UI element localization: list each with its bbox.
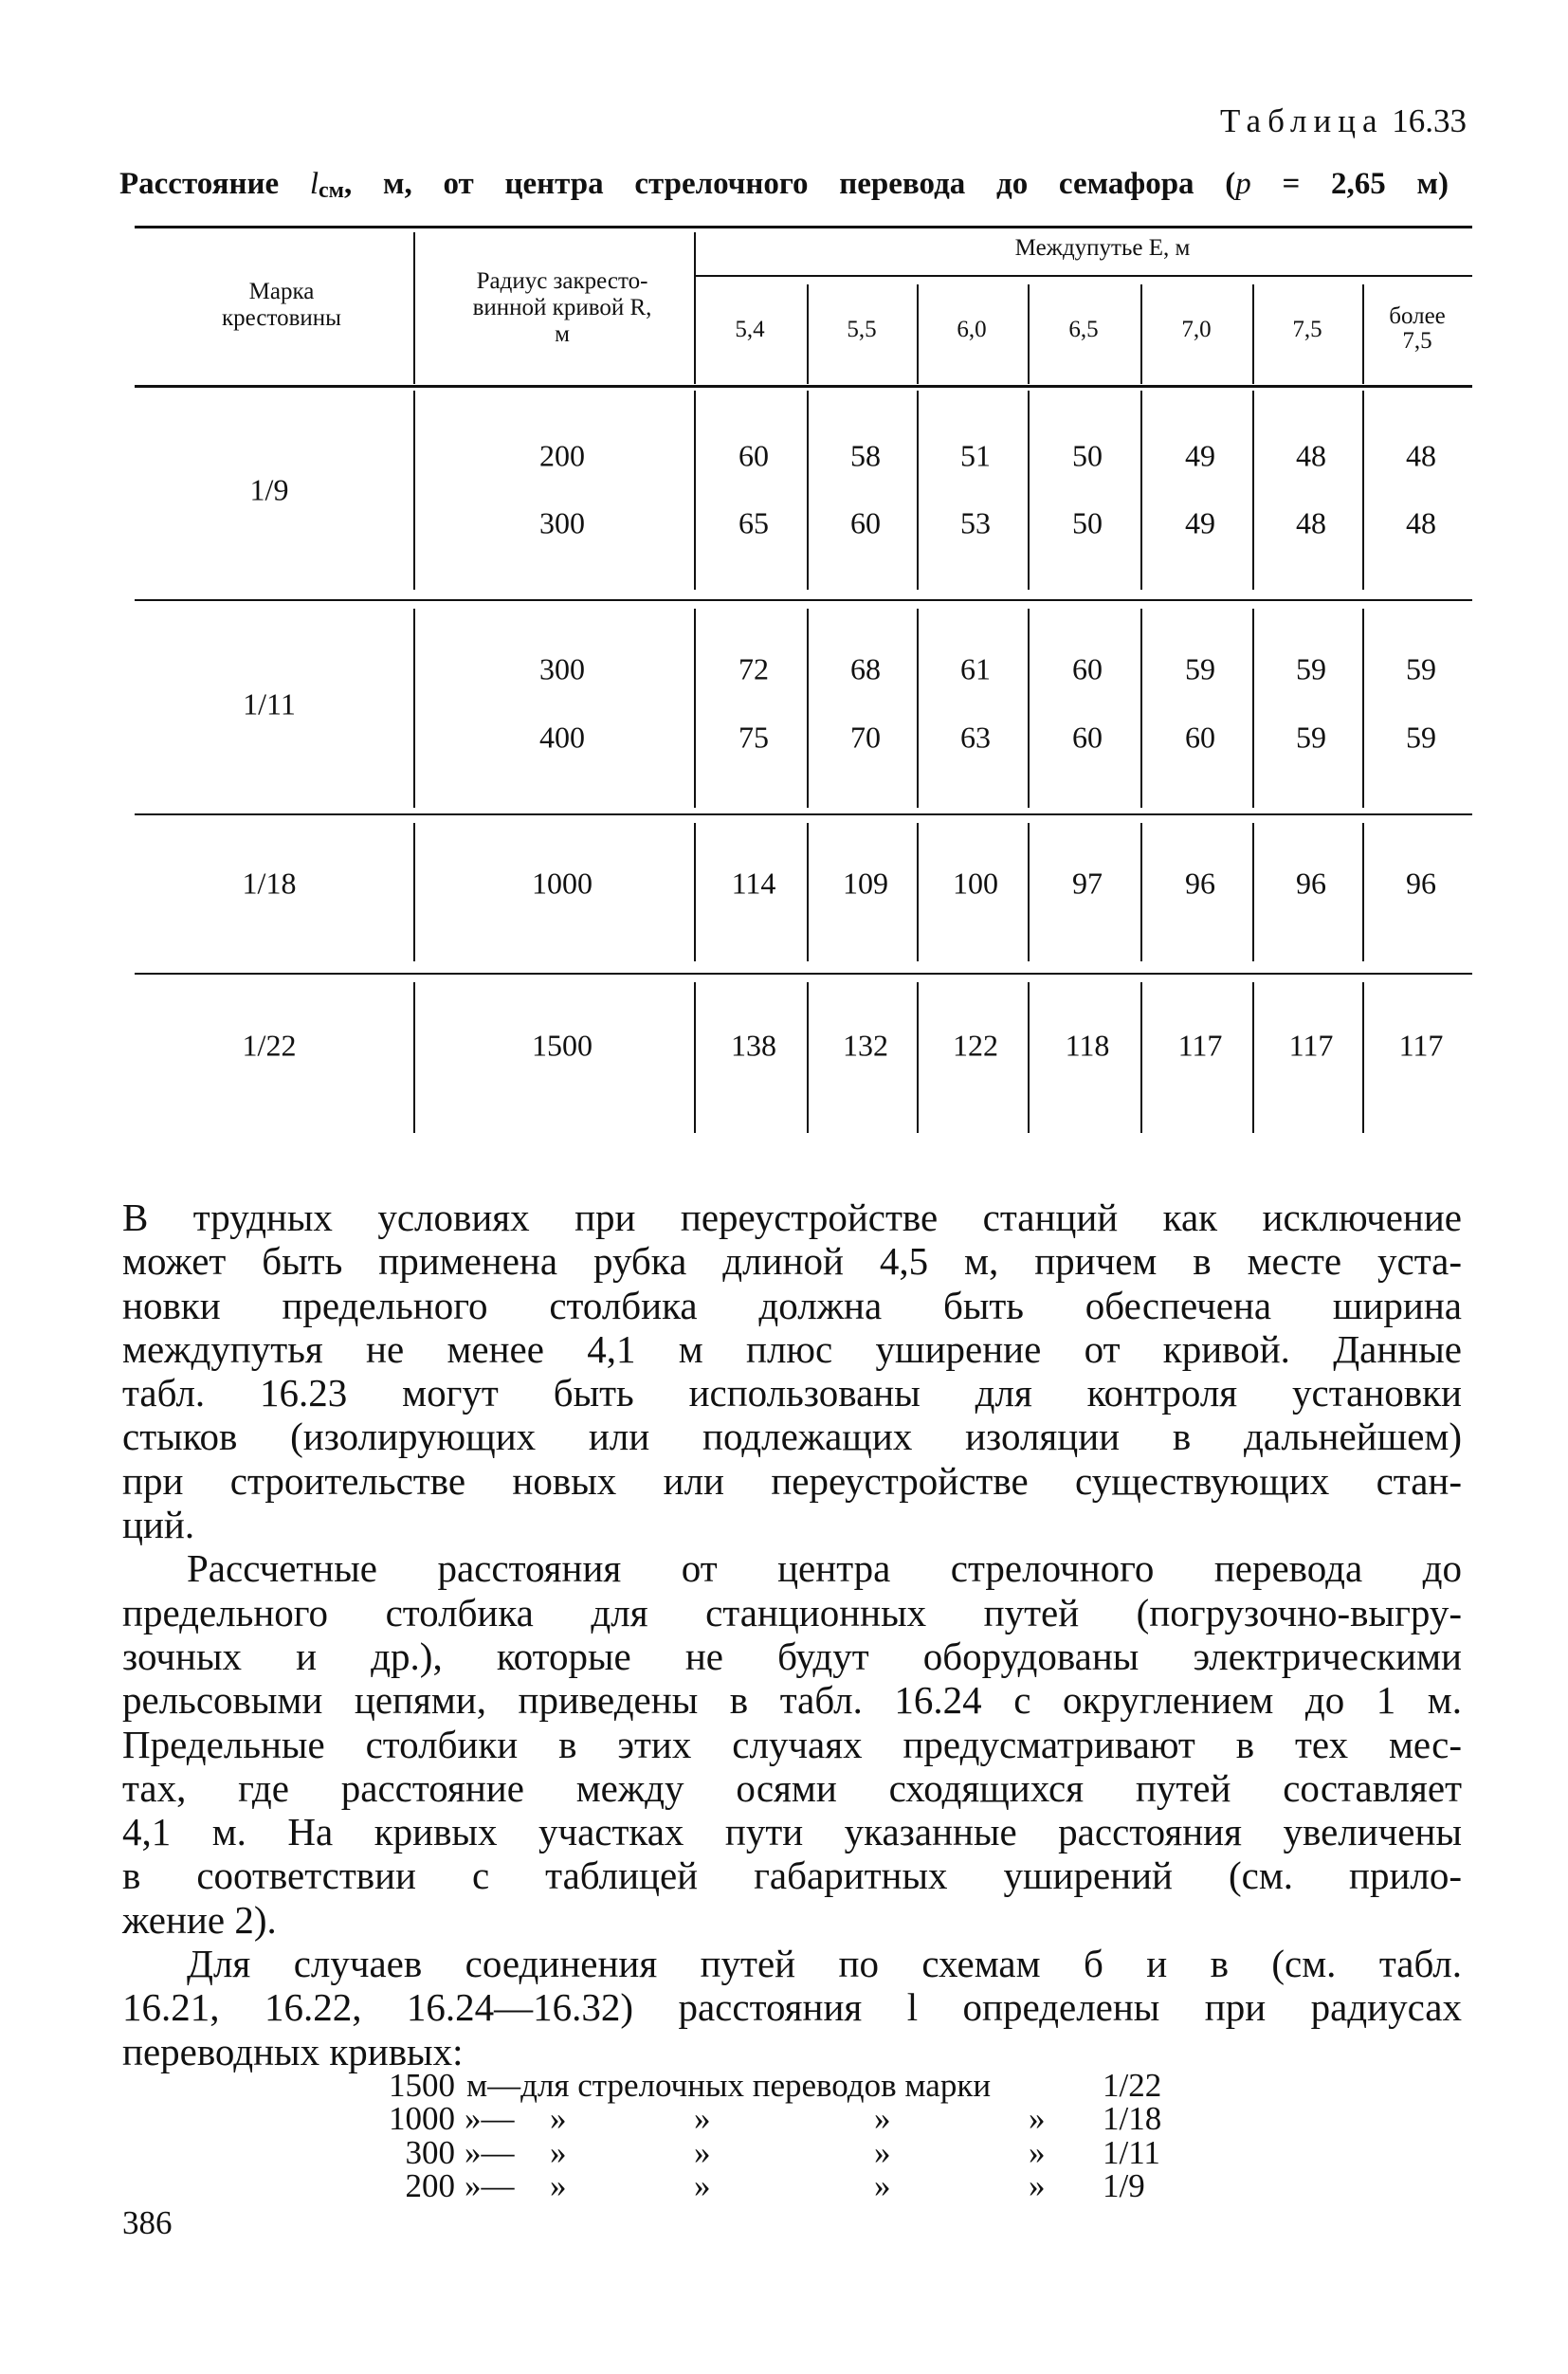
distance-value: 49 <box>1185 438 1215 473</box>
ditto-mark: » <box>874 2100 891 2137</box>
radius-value: 200 <box>539 438 585 473</box>
column-divider <box>1140 982 1142 1133</box>
spacing-group-header: Междупутье E, м <box>1014 235 1191 261</box>
column-divider <box>807 391 809 590</box>
distance-value: 48 <box>1406 438 1436 473</box>
list-mark: 1/22 <box>1103 2067 1162 2104</box>
radius-value: 300 <box>539 505 585 540</box>
distance-value: 59 <box>1296 651 1326 686</box>
column-divider <box>1362 284 1364 384</box>
radius-value: 1500 <box>532 1028 593 1063</box>
distance-value: 50 <box>1072 505 1103 540</box>
column-divider <box>694 823 696 961</box>
column-divider <box>694 232 696 384</box>
distance-value: 70 <box>850 720 881 755</box>
list-text: м—для стрелочных переводов марки <box>466 2067 992 2104</box>
column-divider <box>1252 609 1254 808</box>
column-divider <box>917 391 919 590</box>
distance-value: 68 <box>850 651 881 686</box>
distance-value: 60 <box>1185 720 1215 755</box>
spacing-header: 7,5 <box>1292 317 1322 342</box>
list-radius: 300 <box>405 2134 455 2171</box>
column-divider <box>1252 284 1254 384</box>
text-line: стыков (изолирующих или подлежащих изоляции в дальнейшем) <box>122 1415 1462 1459</box>
crossing-mark: 1/18 <box>242 866 297 901</box>
distance-value: 63 <box>960 720 991 755</box>
column-divider <box>413 391 415 590</box>
text-line: предельного столбика для станционных путей (погрузочно-выгру- <box>122 1590 1462 1634</box>
ditto-mark: » <box>1029 2134 1046 2171</box>
distance-value: 132 <box>843 1028 888 1063</box>
column-divider <box>1362 609 1364 808</box>
distance-value: 49 <box>1185 505 1215 540</box>
column-divider <box>1028 823 1030 961</box>
ditto-mark: »— <box>465 2134 515 2171</box>
distance-value: 65 <box>738 505 769 540</box>
column-divider <box>1140 284 1142 384</box>
spacing-header: 5,5 <box>847 317 877 342</box>
column-divider <box>1140 609 1142 808</box>
list-mark: 1/18 <box>1103 2100 1162 2137</box>
text-line: новки предельного столбика должна быть обеспечена ширина <box>122 1283 1462 1327</box>
distance-value: 59 <box>1296 720 1326 755</box>
text-line: в соответствии с таблицей габаритных уширений (см. прило- <box>122 1854 1462 1898</box>
title-mid: , м, от центра стрелочного перевода до семафора ( <box>344 167 1236 201</box>
distance-value: 117 <box>1177 1028 1223 1063</box>
rule <box>135 385 1472 388</box>
distance-value: 60 <box>738 438 769 473</box>
title-var: l <box>309 167 319 201</box>
text-line: 4,1 м. На кривых участках пути указанные расстояния увеличены <box>122 1810 1462 1854</box>
text-line: рельсовыми цепями, приведены в табл. 16.24 с округлением до 1 м. <box>122 1678 1462 1723</box>
distance-value: 96 <box>1406 866 1436 901</box>
title-pre: Расстояние <box>119 167 310 201</box>
page-number: 386 <box>122 2204 173 2241</box>
text-line: при строительстве новых или переустройстве существующих стан- <box>122 1458 1462 1503</box>
distance-value: 60 <box>850 505 881 540</box>
distance-value: 59 <box>1406 720 1436 755</box>
column-divider <box>413 609 415 808</box>
column-divider <box>917 609 919 808</box>
column-divider <box>1252 982 1254 1133</box>
distance-value: 96 <box>1185 866 1215 901</box>
column-divider <box>917 284 919 384</box>
column-divider <box>1252 823 1254 961</box>
distance-value: 96 <box>1296 866 1326 901</box>
rule <box>135 973 1472 975</box>
body-text <box>122 1196 1462 2073</box>
distance-value: 48 <box>1296 505 1326 540</box>
distance-value: 72 <box>738 651 769 686</box>
list-mark: 1/9 <box>1103 2167 1145 2204</box>
spacing-header: более <box>1389 303 1446 329</box>
column-divider <box>1140 823 1142 961</box>
table-number <box>1220 102 1467 140</box>
text-line: ций. <box>122 1503 195 1547</box>
column-divider <box>694 609 696 808</box>
ditto-mark: » <box>694 2134 711 2171</box>
distance-value: 109 <box>843 866 888 901</box>
crossing-mark: 1/22 <box>242 1028 297 1063</box>
spacing-header: 5,4 <box>735 317 765 342</box>
distance-value: 51 <box>960 438 991 473</box>
radius-header: Радиус закресто- <box>476 268 648 294</box>
column-divider <box>807 982 809 1133</box>
ditto-mark: »— <box>465 2167 515 2204</box>
table-number-value: 16.33 <box>1392 102 1467 139</box>
distance-value: 50 <box>1072 438 1103 473</box>
column-divider <box>1252 391 1254 590</box>
list-radius: 1000 <box>389 2100 455 2137</box>
text-line: зочных и др.), которые не будут оборудованы электрическими <box>122 1634 1462 1678</box>
text-line: Рассчетные расстояния от центра стрелочного перевода до <box>187 1546 1462 1591</box>
radius-value: 400 <box>539 720 585 755</box>
column-divider <box>807 823 809 961</box>
table-number-label: Таблица <box>1220 102 1384 139</box>
distance-value: 59 <box>1185 651 1215 686</box>
spacing-header: 6,0 <box>957 317 987 342</box>
column-divider <box>694 982 696 1133</box>
distance-value: 97 <box>1072 866 1103 901</box>
ditto-mark: » <box>874 2134 891 2171</box>
radius-value: 1000 <box>532 866 593 901</box>
column-divider <box>917 823 919 961</box>
column-divider <box>1028 609 1030 808</box>
column-divider <box>807 284 809 384</box>
text-line: Для случаев соединения путей по схемам б и в (см. табл. <box>187 1942 1462 1986</box>
distance-value: 117 <box>1288 1028 1334 1063</box>
column-divider <box>1028 982 1030 1133</box>
column-divider <box>1140 391 1142 590</box>
spacing-header: 6,5 <box>1068 317 1099 342</box>
column-divider <box>1362 391 1364 590</box>
column-divider <box>1028 391 1030 590</box>
text-line: междупутья не менее 4,1 м плюс уширение от кривой. Данные <box>122 1326 1462 1371</box>
column-divider <box>1028 284 1030 384</box>
text-line: переводных кривых: <box>122 2029 464 2073</box>
distance-value: 48 <box>1406 505 1436 540</box>
column-divider <box>694 391 696 590</box>
text-line: тах, где расстояние между осями сходящихся путей составляет <box>122 1765 1462 1810</box>
list-radius: 1500 <box>389 2067 455 2104</box>
distance-value: 138 <box>731 1028 776 1063</box>
column-divider <box>413 232 415 384</box>
text-line: Предельные столбики в этих случаях предусматривают в тех мес- <box>122 1722 1462 1766</box>
distance-value: 53 <box>960 505 991 540</box>
rule <box>135 813 1472 815</box>
text-line: табл. 16.23 могут быть использованы для контроля установки <box>122 1371 1462 1415</box>
text-line: В трудных условиях при переустройстве станций как исключение <box>122 1196 1462 1239</box>
distance-value: 117 <box>1398 1028 1444 1063</box>
ditto-mark: » <box>874 2167 891 2204</box>
mark-header: крестовины <box>222 305 341 331</box>
distance-value: 61 <box>960 651 991 686</box>
ditto-mark: » <box>550 2167 567 2204</box>
distance-value: 59 <box>1406 651 1436 686</box>
radius-header: м <box>555 321 570 347</box>
distance-value: 122 <box>953 1028 998 1063</box>
spacing-header: 7,5 <box>1402 328 1432 354</box>
ditto-mark: » <box>1029 2100 1046 2137</box>
distance-value: 114 <box>731 866 776 901</box>
ditto-mark: » <box>694 2100 711 2137</box>
crossing-mark: 1/9 <box>249 472 289 507</box>
rule <box>135 226 1472 228</box>
title-p: p <box>1235 167 1251 201</box>
mark-header: Марка <box>248 279 315 304</box>
table-title <box>119 167 1449 204</box>
column-divider <box>413 823 415 961</box>
title-post: = 2,65 м) <box>1250 167 1449 201</box>
column-divider <box>807 609 809 808</box>
title-sub: см <box>319 178 345 203</box>
distance-value: 48 <box>1296 438 1326 473</box>
ditto-mark: » <box>550 2100 567 2137</box>
rule <box>694 275 1472 277</box>
distance-value: 60 <box>1072 720 1103 755</box>
distance-value: 60 <box>1072 651 1103 686</box>
ditto-mark: » <box>550 2134 567 2171</box>
rule <box>135 599 1472 601</box>
column-divider <box>917 982 919 1133</box>
distance-value: 100 <box>953 866 998 901</box>
radius-header: винной кривой R, <box>472 295 652 320</box>
crossing-mark: 1/11 <box>243 686 296 721</box>
list-mark: 1/11 <box>1103 2134 1160 2171</box>
column-divider <box>413 982 415 1133</box>
list-radius: 200 <box>405 2167 455 2204</box>
ditto-mark: » <box>1029 2167 1046 2204</box>
column-divider <box>1362 982 1364 1133</box>
distance-value: 58 <box>850 438 881 473</box>
distance-value: 118 <box>1065 1028 1110 1063</box>
spacing-header: 7,0 <box>1181 317 1212 342</box>
radius-value: 300 <box>539 651 585 686</box>
ditto-mark: »— <box>465 2100 515 2137</box>
ditto-mark: » <box>694 2167 711 2204</box>
distance-value: 75 <box>738 720 769 755</box>
text-line: 16.21, 16.22, 16.24—16.32) расстояния l определены при радиусах <box>122 1985 1462 2030</box>
text-line: жение 2). <box>122 1897 277 1942</box>
text-line: может быть применена рубка длиной 4,5 м, причем в месте уста- <box>122 1239 1462 1284</box>
column-divider <box>1362 823 1364 961</box>
